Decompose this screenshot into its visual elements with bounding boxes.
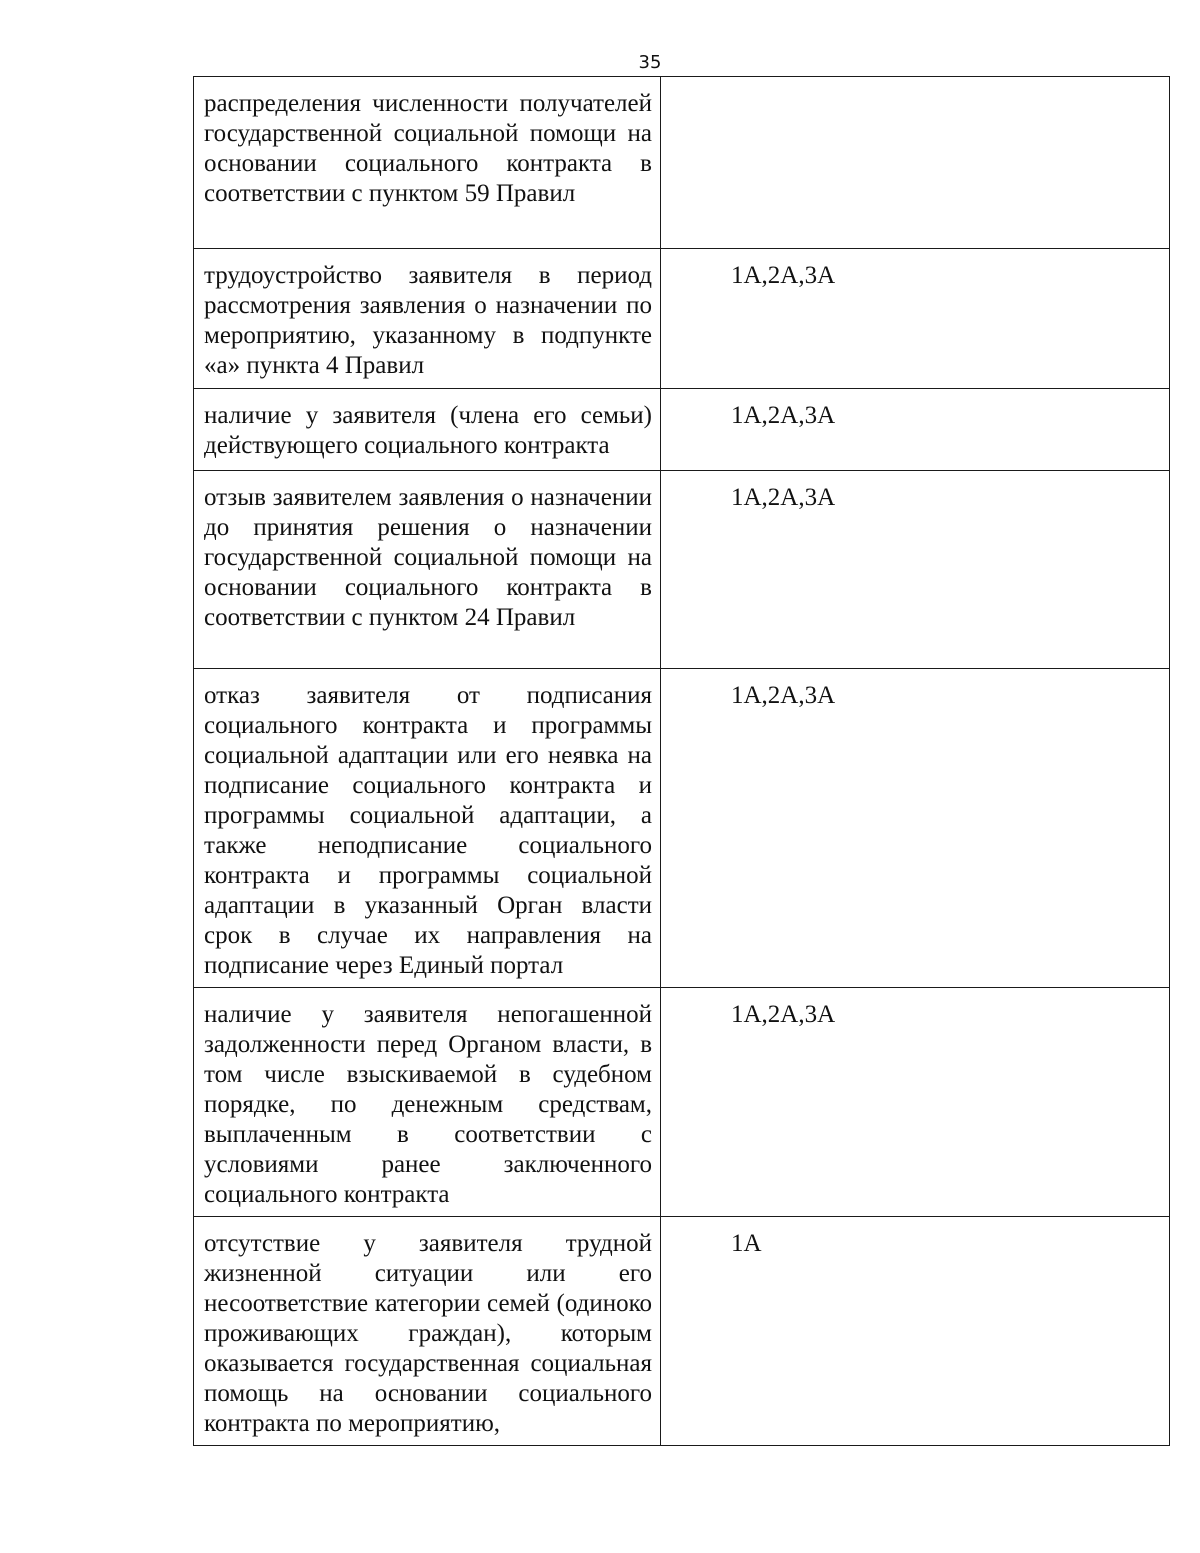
row-text: отзыв заявителем заявления о назначении до принятия решения о назначении государственной социальной помощи на основании социального контракта в соответствии с пунктом 24 Правил bbox=[194, 471, 661, 669]
table-row bbox=[194, 988, 1170, 1217]
table-row bbox=[194, 249, 1170, 389]
row-text: наличие у заявителя непогашенной задолженности перед Органом власти, в том числе взыскиваемой в судебном порядке, по денежным средствам, выплаченным в соответствии с условиями ранее заключенного социального контракта bbox=[194, 988, 661, 1217]
table-row bbox=[194, 77, 1170, 249]
table-row bbox=[194, 471, 1170, 669]
page-number: 35 bbox=[638, 52, 662, 73]
row-codes: 1А,2А,3А bbox=[661, 389, 1170, 471]
row-codes: 1А,2А,3А bbox=[661, 471, 1170, 669]
row-codes: 1А,2А,3А bbox=[661, 249, 1170, 389]
row-codes bbox=[661, 77, 1170, 249]
row-text: отказ заявителя от подписания социального контракта и программы социальной адаптации или его неявка на подписание социального контракта и программы социальной адаптации, а также неподписание социального контракта и программы социальной адаптации в указанный Орган власти срок в случае их направления на подписание через Единый портал bbox=[194, 669, 661, 988]
row-codes: 1А,2А,3А bbox=[661, 988, 1170, 1217]
row-text: распределения численности получателей государственной социальной помощи на основании социального контракта в соответствии с пунктом 59 Правил bbox=[194, 77, 661, 249]
row-text: отсутствие у заявителя трудной жизненной ситуации или его несоответствие категории семей (одиноко проживающих граждан), которым оказывается государственная социальная помощь на основании социального контракта по мероприятию, bbox=[194, 1217, 661, 1446]
table-row bbox=[194, 389, 1170, 471]
row-codes: 1А,2А,3А bbox=[661, 669, 1170, 988]
grounds-table bbox=[193, 76, 1170, 1446]
table-row bbox=[194, 669, 1170, 988]
row-codes: 1А bbox=[661, 1217, 1170, 1446]
row-text: трудоустройство заявителя в период рассмотрения заявления о назначении по мероприятию, указанному в подпункте «а» пункта 4 Правил bbox=[194, 249, 661, 389]
row-text: наличие у заявителя (члена его семьи) действующего социального контракта bbox=[194, 389, 661, 471]
table-row bbox=[194, 1217, 1170, 1446]
